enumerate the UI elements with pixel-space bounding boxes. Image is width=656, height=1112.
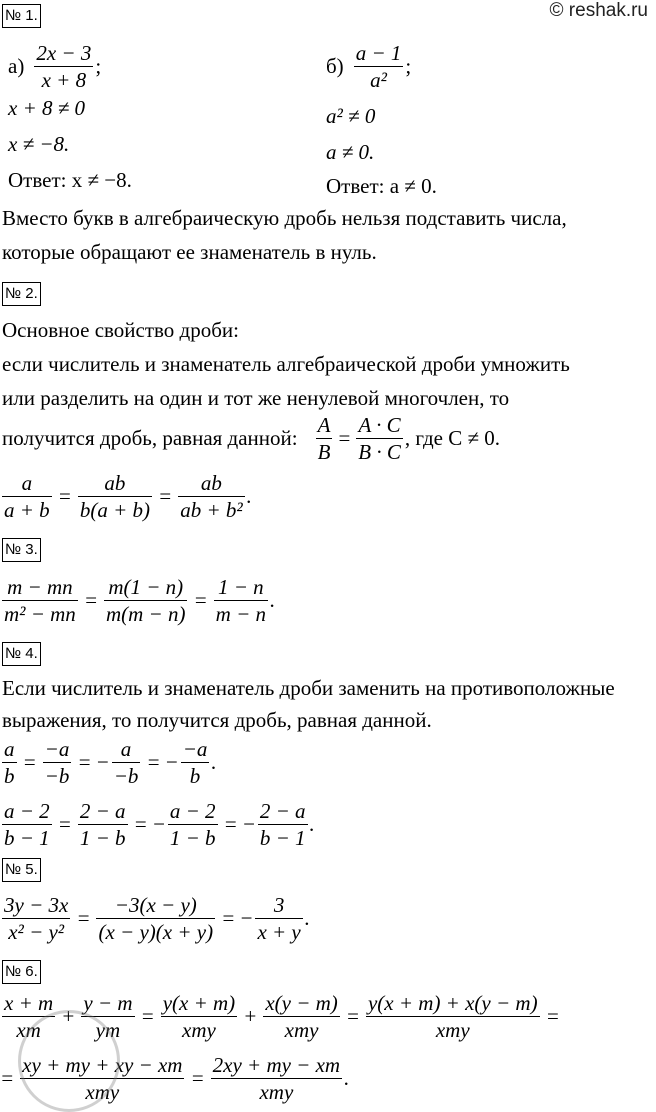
numerator: −a — [182, 737, 208, 761]
numerator: a — [112, 736, 141, 763]
task1-a-answer: Ответ: x ≠ −8. — [8, 168, 132, 192]
numerator: 3y − 3x — [4, 893, 69, 917]
minus-sign: − — [95, 750, 110, 774]
equals-sign: = — [22, 750, 37, 774]
denominator: m − n — [215, 602, 266, 626]
denominator: 1 − b — [169, 826, 216, 850]
equals-sign: = — [77, 750, 92, 774]
numerator: x(y − m) — [265, 991, 338, 1015]
task4-row1 — [0, 736, 217, 789]
fraction — [168, 798, 218, 851]
fraction — [211, 1052, 342, 1105]
denominator: xmy — [435, 1018, 470, 1042]
equals-sign: = — [545, 1004, 560, 1028]
task-number-5: № 5. — [2, 858, 41, 882]
denominator: xmy — [284, 1018, 319, 1042]
denominator: xmy — [259, 1080, 294, 1104]
semicolon: ; — [95, 54, 102, 78]
denominator: b — [189, 764, 201, 788]
task-number-3: № 3. — [2, 538, 41, 562]
denominator: −b — [44, 764, 70, 788]
denominator: b — [4, 764, 15, 788]
task2-text4: получится дробь, равная данной: — [2, 426, 298, 450]
task1-b-fraction — [354, 40, 404, 93]
denominator: B · C — [358, 440, 401, 464]
period: . — [344, 1066, 350, 1090]
numerator: m(1 − n) — [104, 574, 188, 601]
denominator: ym — [95, 1018, 121, 1042]
task-number-4: № 4. — [2, 642, 41, 666]
task1-a-line2: x ≠ −8. — [8, 132, 70, 156]
numerator: 2 − a — [259, 799, 306, 823]
task5-row — [0, 892, 310, 945]
fraction — [161, 990, 237, 1043]
task2-frac-abc — [356, 412, 403, 465]
watermark: © reshak.ru — [549, 0, 648, 21]
task1-b-answer: Ответ: a ≠ 0. — [326, 174, 437, 198]
task1-note-line2: которые обращают ее знаменатель в нуль. — [2, 240, 377, 264]
fraction — [263, 990, 339, 1043]
numerator: xy + my + xy − xm — [22, 1053, 183, 1077]
equals-sign: = — [221, 906, 236, 930]
equals-sign: = — [345, 1004, 360, 1028]
denominator: (x − y)(x + y) — [98, 920, 214, 944]
numerator: 3 — [255, 892, 302, 919]
denominator: x + 8 — [41, 68, 87, 92]
fraction — [2, 798, 52, 851]
task1-b-fraction-row — [326, 40, 411, 93]
denominator: −b — [113, 764, 139, 788]
denominator: x² − y² — [8, 920, 65, 944]
task1-a-fraction-row — [8, 40, 101, 93]
numerator: ab — [78, 470, 152, 497]
fraction — [181, 736, 210, 789]
denominator: a + b — [4, 498, 50, 522]
numerator: 1 − n — [214, 574, 268, 601]
task1-b-prefix: б) — [326, 54, 344, 78]
numerator: x + m — [4, 991, 54, 1015]
denominator: b − 1 — [259, 826, 306, 850]
equals-sign: = — [57, 812, 72, 836]
numerator: a — [4, 737, 15, 761]
task-number-1: № 1. — [2, 4, 41, 28]
task2-condition: , где C ≠ 0. — [404, 426, 500, 450]
equals-sign: = — [0, 1066, 15, 1090]
task3-row — [0, 574, 275, 627]
numerator: y(x + m) + x(y − m) — [367, 991, 538, 1015]
denominator: x + y — [257, 920, 301, 944]
period: . — [211, 750, 217, 774]
period: . — [309, 812, 315, 836]
equals-sign: = — [133, 812, 148, 836]
task2-example-row — [0, 470, 252, 523]
task-number-6: № 6. — [2, 960, 41, 984]
fraction — [43, 736, 72, 789]
fraction — [2, 736, 17, 789]
fraction — [78, 470, 152, 523]
equals-sign: = — [190, 1066, 205, 1090]
denominator: m(m − n) — [105, 602, 186, 626]
numerator: ab — [178, 470, 244, 497]
task4-text1: Если числитель и знаменатель дроби заменить на противоположные — [2, 676, 615, 700]
equals-sign: = — [223, 812, 238, 836]
fraction — [2, 892, 70, 945]
denominator: m² − mn — [4, 602, 76, 626]
denominator: ab + b² — [180, 498, 243, 522]
semicolon: ; — [405, 54, 412, 78]
task4-text2: выражения, то получится дробь, равная данной. — [2, 708, 432, 732]
denominator: b − 1 — [4, 826, 50, 850]
period: . — [246, 484, 252, 508]
task2-text1: Основное свойство дроби: — [2, 318, 239, 342]
task2-text2: если числитель и знаменатель алгебраической дроби умножить — [2, 352, 570, 376]
equals-sign: = — [146, 750, 161, 774]
equals-sign: = — [76, 906, 91, 930]
task4-row2 — [0, 798, 315, 851]
task1-b-line1: a² ≠ 0 — [326, 104, 376, 128]
task1-b-line2: a ≠ 0. — [326, 140, 375, 164]
numerator: a − 2 — [4, 799, 50, 823]
fraction — [178, 470, 244, 523]
task1-a-prefix: а) — [8, 54, 25, 78]
numerator: −a — [44, 737, 70, 761]
task1-a-fraction — [34, 40, 93, 93]
fraction — [112, 736, 141, 789]
task1-note-line1: Вместо букв в алгебраическую дробь нельзя подставить числа, — [2, 206, 567, 230]
numerator: y(x + m) — [162, 991, 236, 1015]
denominator: a² — [370, 68, 387, 92]
numerator: 2xy + my − xm — [212, 1053, 341, 1077]
numerator: 2x − 3 — [36, 41, 92, 65]
numerator: y − m — [83, 991, 133, 1015]
numerator: a − 1 — [355, 41, 402, 65]
plus-sign: + — [243, 1004, 258, 1028]
minus-sign: − — [239, 906, 254, 930]
numerator: m − mn — [2, 574, 78, 601]
denominator: xmy — [182, 1018, 216, 1042]
numerator: A — [317, 413, 331, 437]
period: . — [270, 588, 276, 612]
fraction — [214, 574, 268, 627]
minus-sign: − — [151, 812, 166, 836]
period: . — [304, 906, 310, 930]
watermark-seal — [18, 1010, 120, 1112]
equals-sign: = — [338, 426, 351, 450]
numerator: a — [2, 470, 52, 497]
equals-sign: = — [193, 588, 208, 612]
denominator: B — [317, 440, 331, 464]
denominator: xmy — [85, 1080, 120, 1104]
equals-sign: = — [83, 588, 98, 612]
fraction — [104, 574, 188, 627]
denominator: b(a + b) — [79, 498, 151, 522]
fraction — [2, 574, 78, 627]
task-number-2: № 2. — [2, 282, 41, 306]
denominator: xm — [16, 1018, 41, 1042]
numerator: a − 2 — [169, 799, 216, 823]
task2-text3: или разделить на один и тот же ненулевой многочлен, то — [2, 386, 510, 410]
minus-sign: − — [241, 812, 256, 836]
task1-a-line1: x + 8 ≠ 0 — [8, 96, 86, 120]
task2-frac-ab — [316, 412, 333, 465]
fraction — [78, 798, 128, 851]
equals-sign: = — [57, 484, 72, 508]
equals-sign: = — [140, 1004, 155, 1028]
numerator: 2 − a — [79, 799, 126, 823]
minus-sign: − — [164, 750, 179, 774]
task2-property-row — [2, 412, 500, 465]
plus-sign: + — [61, 1004, 76, 1028]
equals-sign: = — [158, 484, 173, 508]
denominator: 1 − b — [79, 826, 126, 850]
fraction — [255, 892, 302, 945]
numerator: A · C — [356, 412, 403, 439]
numerator: −3(x − y) — [96, 892, 215, 919]
fraction — [2, 470, 52, 523]
fraction — [96, 892, 215, 945]
fraction — [366, 990, 540, 1043]
fraction — [258, 798, 308, 851]
